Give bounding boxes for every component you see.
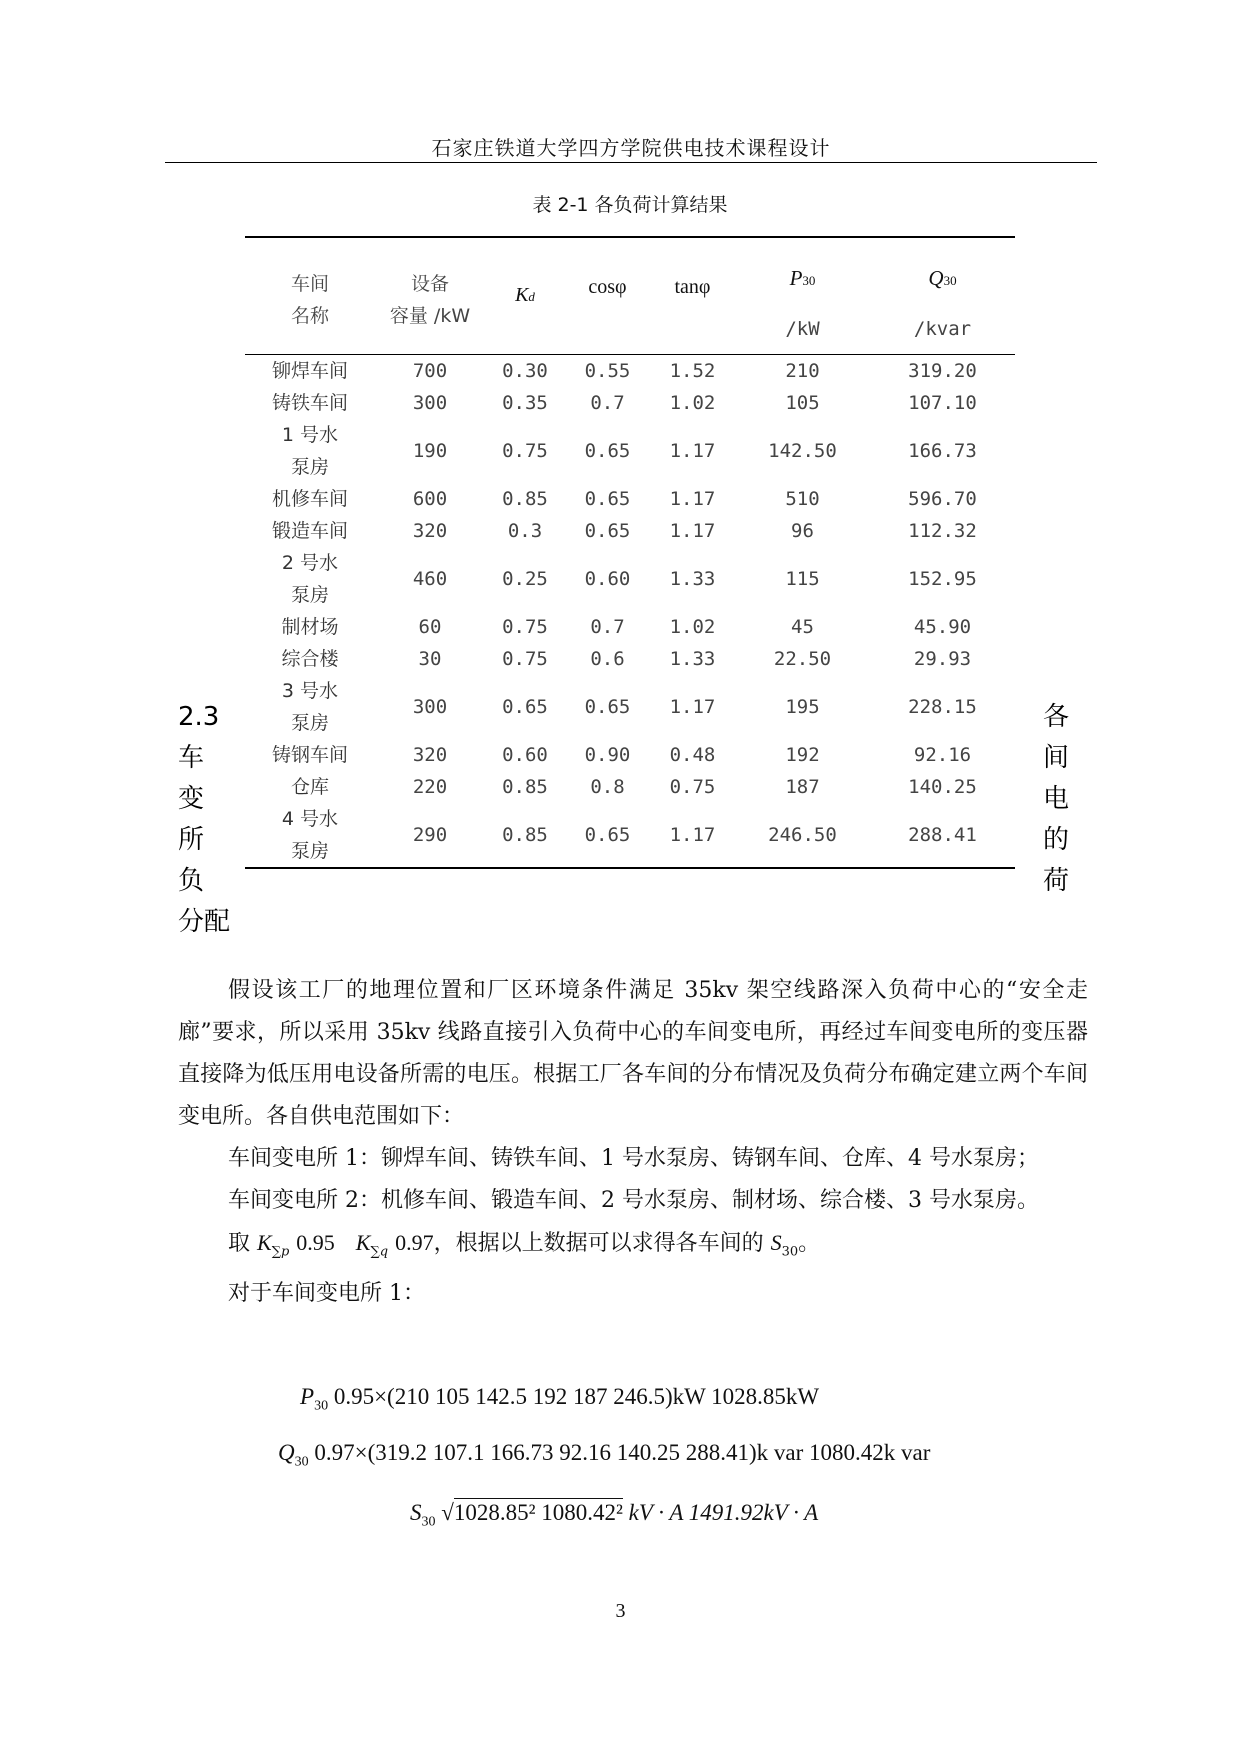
cell-p30: 510 [785,488,820,510]
eq-s30-rhs: kV · A 1491.92kV · A [628,1500,819,1525]
cell-q30: 228.15 [908,696,977,718]
cell-workshop-name-line: 4 号水 [281,808,339,830]
cell-cos: 0.65 [584,488,631,510]
section-heading-left-line: 分配 [178,907,231,937]
section-heading-right-line: 荷 [1042,866,1069,896]
cell-q30: 596.70 [908,488,977,510]
cell-workshop-name [245,483,375,515]
cell-p30: 105 [785,392,820,414]
cell-q30: 140.25 [908,776,977,798]
cell-q30: 92.16 [913,744,972,766]
coef-s: S [770,1230,782,1255]
coef-suffix: ，根据以上数据可以求得各车间的 [433,1231,771,1256]
cell-cos: 0.7 [590,392,625,414]
cell-workshop-name-line: 1 号水 [281,424,339,446]
eq-p30-lhs: P [300,1384,315,1409]
cell-workshop-name-line: 综合楼 [281,648,339,670]
col-header-p30 [735,237,870,355]
col-header-workshop-l1: 车间 [290,273,329,295]
cell-q30: 152.95 [908,568,977,590]
coef-k2: K [355,1230,371,1255]
cell-p30: 192 [785,744,820,766]
section-heading-right-line: 间 [1042,743,1069,773]
section-heading-left-line: 2.3 [178,702,220,732]
cell-tan: 1.52 [669,360,716,382]
cell-p30: 115 [785,568,820,590]
cell-cos: 0.65 [584,696,631,718]
eq-s30-lhs: S [410,1500,422,1525]
paragraph-substation-1: 车间变电所 1：铆焊车间、铸铁车间、1 号水泵房、铸钢车间、仓库、4 号水泵房； [228,1146,1039,1171]
table-row [245,387,1015,419]
col-header-q30-sub: 30 [943,273,957,288]
col-header-kd-sub: d [528,289,535,304]
cell-tan: 1.17 [669,696,716,718]
cell-kd: 0.65 [502,696,548,718]
page-number: 3 [615,1600,626,1622]
body-text [178,970,1088,1315]
cell-tan: 1.17 [669,824,716,846]
cell-workshop-name [245,643,375,675]
cell-tan: 1.17 [669,440,716,462]
coef-k1-value: 0.95 [296,1230,335,1255]
cell-tan: 1.33 [669,568,716,590]
cell-tan: 0.48 [669,744,716,766]
table-header-row [245,237,1015,355]
table-row [245,547,1015,611]
cell-workshop-name [245,515,375,547]
cell-capacity: 600 [412,488,448,510]
cell-kd: 0.60 [502,744,548,766]
section-heading-left-line: 变 [178,784,205,814]
cell-workshop-name-line: 制材场 [281,616,339,638]
col-header-kd [485,237,565,355]
col-header-cos [565,237,650,355]
section-heading-right-line: 各 [1042,702,1069,732]
coef-k2-value: 0.97 [395,1230,434,1255]
paragraph-sub-intro: 对于车间变电所 1： [228,1281,425,1307]
cell-capacity: 190 [412,440,448,462]
table-row [245,803,1015,868]
cell-kd: 0.25 [502,568,548,590]
cell-cos: 0.65 [584,440,631,462]
table-row [245,419,1015,483]
col-header-capacity-l2: 容量 /kW [389,305,471,327]
cell-capacity: 220 [412,776,448,798]
cell-workshop-name-line: 泵房 [290,456,329,478]
cell-workshop-name [245,803,375,868]
cell-tan: 0.75 [669,776,716,798]
cell-cos: 0.65 [584,520,631,542]
cell-capacity: 30 [418,648,442,670]
table-row [245,739,1015,771]
col-header-tan-sym: tanφ [674,276,711,298]
eq-q30-rhs: 0.97×(319.2 107.1 166.73 92.16 140.25 288.41)k var 1080.42k var [314,1440,931,1465]
section-heading-left-line: 车 [178,743,205,773]
header-divider [165,162,1097,163]
col-header-workshop [245,237,375,355]
coef-k1-sub: ∑p [271,1244,290,1260]
coef-prefix: 取 [228,1231,257,1256]
coef-s-sub: 30 [781,1244,799,1260]
cell-q30: 112.32 [908,520,977,542]
section-heading-left-line: 所 [178,825,205,855]
eq-s30-lhs-sub: 30 [421,1514,436,1530]
cell-workshop-name-line: 机修车间 [271,488,348,510]
section-heading-right [1036,697,1076,902]
cell-capacity: 290 [412,824,448,846]
cell-workshop-name-line: 泵房 [290,584,329,606]
cell-kd: 0.75 [502,616,548,638]
cell-workshop-name [245,355,375,388]
cell-p30: 96 [791,520,814,542]
cell-workshop-name-line: 泵房 [290,712,329,734]
cell-tan: 1.02 [669,616,716,638]
cell-tan: 1.17 [669,488,716,510]
cell-tan: 1.02 [669,392,716,414]
cell-q30: 29.93 [913,648,972,670]
cell-p30: 246.50 [768,824,837,846]
page-header-title: 石家庄铁道大学四方学院供电技术课程设计 [431,136,831,160]
table-row [245,675,1015,739]
section-heading-left-line: 负 [178,866,205,896]
table-row [245,771,1015,803]
table-caption: 表 2-1 各负荷计算结果 [532,194,728,216]
cell-workshop-name [245,675,375,739]
table-row [245,515,1015,547]
cell-workshop-name-line: 锻造车间 [271,520,348,542]
section-heading-left [178,697,238,943]
cell-kd: 0.85 [502,824,548,846]
load-table-container [245,236,1015,869]
cell-capacity: 320 [412,520,448,542]
cell-q30: 288.41 [908,824,977,846]
cell-capacity: 300 [412,392,448,414]
cell-p30: 187 [785,776,820,798]
col-header-p30-sym: P [789,266,803,290]
col-header-p30-unit: /kW [785,318,820,340]
cell-kd: 0.85 [502,488,548,510]
cell-cos: 0.6 [590,648,625,670]
paragraph-substation-2: 车间变电所 2：机修车间、锻造车间、2 号水泵房、制材场、综合楼、3 号水泵房。 [228,1188,1039,1213]
cell-cos: 0.8 [590,776,625,798]
cell-p30: 22.50 [773,648,832,670]
col-header-p30-sub: 30 [802,273,816,288]
cell-cos: 0.90 [584,744,631,766]
cell-workshop-name [245,387,375,419]
paragraph-coefficients [178,1222,1088,1273]
cell-workshop-name [245,739,375,771]
cell-kd: 0.75 [502,648,548,670]
eq-q30-lhs-sub: 30 [294,1454,309,1470]
cell-q30: 45.90 [913,616,972,638]
cell-tan: 1.17 [669,520,716,542]
section-heading-right-line: 电 [1042,784,1069,814]
coef-k2-sub: ∑q [370,1244,389,1260]
cell-capacity: 60 [418,616,442,638]
cell-cos: 0.55 [584,360,631,382]
coef-end: 。 [798,1231,821,1256]
eq-p30-lhs-sub: 30 [314,1398,329,1414]
col-header-cos-sym: cosφ [588,276,627,298]
cell-kd: 0.30 [502,360,548,382]
cell-cos: 0.65 [584,824,631,846]
sqrt-sign: √ [441,1500,454,1525]
table-row [245,643,1015,675]
col-header-workshop-l2: 名称 [290,305,329,327]
col-header-q30-unit: /kvar [913,318,972,340]
cell-workshop-name-line: 铸钢车间 [271,744,348,766]
cell-p30: 210 [785,360,820,382]
table-body [245,355,1015,869]
table-row [245,483,1015,515]
cell-kd: 0.75 [502,440,548,462]
cell-cos: 0.60 [584,568,631,590]
col-header-capacity-l1: 设备 [410,273,449,295]
cell-workshop-name [245,771,375,803]
cell-workshop-name [245,419,375,483]
equation-s30 [410,1500,818,1531]
cell-tan: 1.33 [669,648,716,670]
cell-capacity: 300 [412,696,448,718]
section-heading-right-line: 的 [1042,825,1069,855]
cell-kd: 0.35 [502,392,548,414]
eq-q30-lhs: Q [278,1440,295,1465]
col-header-capacity [375,237,485,355]
eq-s30-radicand: 1028.85² 1080.42² [453,1500,623,1525]
equation-q30 [278,1440,930,1471]
load-calculation-table [245,236,1015,869]
cell-workshop-name-line: 2 号水 [281,552,339,574]
cell-workshop-name [245,547,375,611]
cell-workshop-name-line: 仓库 [290,776,329,798]
cell-workshop-name-line: 铆焊车间 [271,360,348,382]
cell-q30: 107.10 [908,392,977,414]
cell-capacity: 700 [412,360,448,382]
cell-capacity: 320 [412,744,448,766]
col-header-kd-sym: K [515,284,529,306]
col-header-q30 [870,237,1015,355]
cell-p30: 195 [785,696,820,718]
cell-workshop-name-line: 3 号水 [281,680,339,702]
cell-workshop-name [245,611,375,643]
table-row [245,355,1015,388]
cell-capacity: 460 [412,568,448,590]
cell-workshop-name-line: 泵房 [290,840,329,862]
cell-kd: 0.85 [502,776,548,798]
cell-p30: 45 [791,616,814,638]
cell-p30: 142.50 [768,440,837,462]
eq-p30-rhs: 0.95×(210 105 142.5 192 187 246.5)kW 1028.85kW [333,1384,820,1409]
col-header-tan [650,237,735,355]
paragraph-intro: 假设该工厂的地理位置和厂区环境条件满足 35kv 架空线路深入负荷中心的“安全走廊”要求，所以采用 35kv 线路直接引入负荷中心的车间变电所，再经过车间变电所的变压器直接降为低压用电设备所需的电压。根据工厂各车间的分布情况及负荷分布确定建立两个车间变电所。各自供电范围如下： [178,978,1088,1129]
cell-q30: 166.73 [908,440,977,462]
col-header-q30-sym: Q [928,266,944,290]
cell-workshop-name-line: 铸铁车间 [271,392,348,414]
cell-kd: 0.3 [507,520,543,542]
cell-q30: 319.20 [908,360,977,382]
equation-p30 [300,1384,819,1415]
table-row [245,611,1015,643]
coef-k1: K [257,1230,272,1255]
cell-cos: 0.7 [590,616,625,638]
